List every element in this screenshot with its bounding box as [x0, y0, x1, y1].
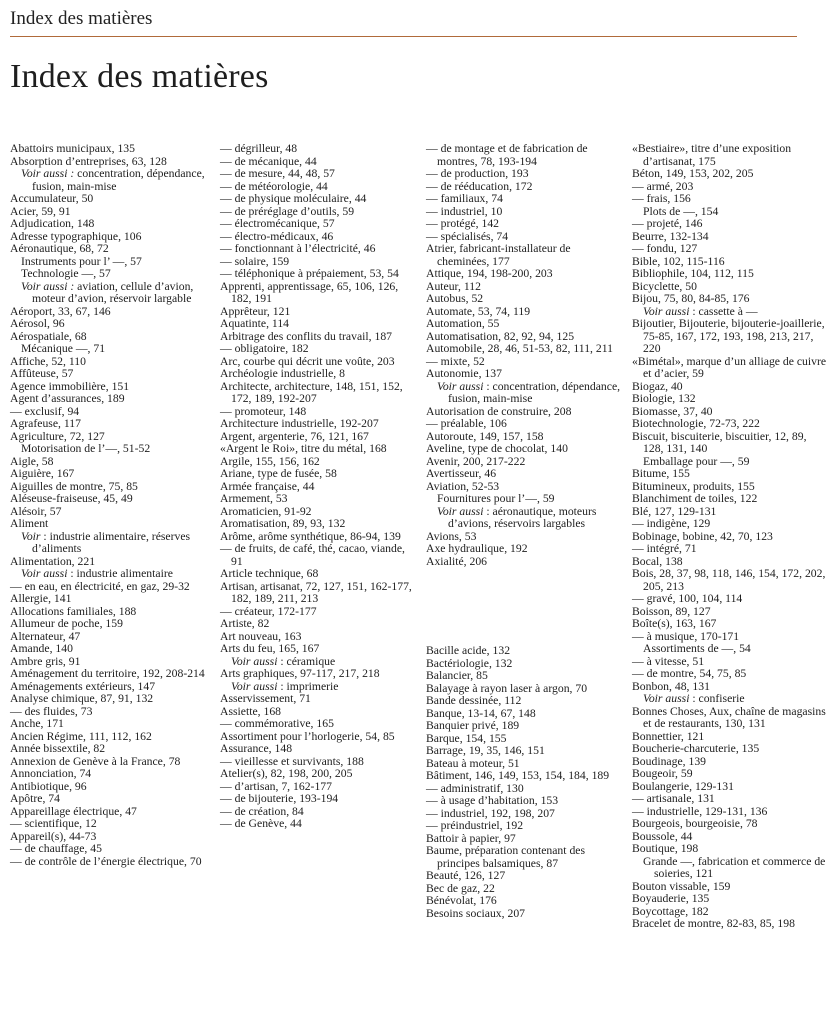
index-entry-text: Technologie —, 57	[21, 267, 111, 280]
index-entry-text: Bateau à moteur, 51	[426, 756, 520, 770]
index-entry-text: Banque, 13-14, 67, 148	[426, 706, 536, 720]
index-entry	[632, 706, 828, 731]
index-entry-text: Mécanique —, 71	[21, 342, 106, 355]
index-entry-text: — de bijouterie, 193-194	[220, 792, 339, 805]
index-entry-text: — de contrôle de l’énergie électrique, 70	[10, 854, 202, 868]
index-entry-text: Boudinage, 139	[632, 754, 707, 768]
index-entry-text: — commémorative, 165	[220, 717, 334, 730]
index-entry-text: Artisan, artisanat, 72, 127, 151, 162-177, 182, 189, 211, 213	[220, 579, 412, 605]
index-entry-text: Bocal, 138	[632, 554, 683, 568]
index-entry-text: Avions, 53	[426, 529, 477, 543]
see-also-label: Voir aussi	[437, 504, 484, 518]
see-also-label: Voir aussi	[643, 692, 690, 705]
index-entry-text: Alternateur, 47	[10, 629, 81, 643]
index-entry-text: Boulangerie, 129-131	[632, 779, 734, 793]
index-entry-text: Article technique, 68	[220, 567, 319, 580]
index-entry-text: Aléseuse-fraiseuse, 45, 49	[10, 492, 133, 505]
index-entry-text: — de préréglage d’outils, 59	[220, 204, 355, 218]
index-entry-text: Asservissement, 71	[220, 692, 311, 705]
index-entry-text: Bijou, 75, 80, 84-85, 176	[632, 292, 750, 305]
index-entry-text: — créateur, 172-177	[220, 604, 317, 618]
index-entry-text: Atrier, fabricant-installateur de cheminées, 177	[426, 242, 571, 268]
see-also-label: Voir aussi	[437, 379, 484, 393]
index-entry-text: Aiguière, 167	[10, 467, 75, 480]
index-entry-text: Autobus, 52	[426, 292, 484, 305]
index-entry-text: Boussole, 44	[632, 829, 693, 843]
index-entry-text: Aérosol, 96	[10, 317, 65, 330]
index-entry	[426, 243, 622, 268]
index-entry-text: Aigle, 58	[10, 454, 54, 468]
index-entry-text: Bande dessinée, 112	[426, 694, 522, 707]
index-entry-text: Boisson, 89, 127	[632, 604, 711, 618]
index-entry-text: Bénévolat, 176	[426, 894, 497, 907]
index-entry-text: Bouton vissable, 159	[632, 879, 731, 893]
index-entry-text: : confiserie	[689, 692, 745, 705]
index-entry	[632, 356, 828, 381]
index-column-2	[220, 143, 416, 831]
index-entry-text: Arôme, arôme synthétique, 86-94, 139	[220, 529, 401, 543]
index-entry-text: : cassette à —	[689, 304, 758, 318]
index-entry-text: Absorption d’entreprises, 63, 128	[10, 154, 167, 168]
index-entry-text: Grande —, fabrication et commerce de soieries, 121	[643, 854, 826, 880]
index-entry-text: Bec de gaz, 22	[426, 881, 495, 895]
index-entry	[426, 381, 622, 406]
index-entry-text: — à vitesse, 51	[632, 654, 705, 668]
index-entry-text: Axialité, 206	[426, 554, 488, 568]
index-entry-text: Boutique, 198	[632, 842, 699, 855]
index-entry	[632, 568, 828, 593]
index-entry-text: Architecture industrielle, 192-207	[220, 417, 379, 430]
index-entry-text: Arc, courbe qui décrit une voûte, 203	[220, 354, 395, 368]
index-entry-text: Abattoirs municipaux, 135	[10, 142, 135, 155]
see-also-label: Voir aussi	[231, 679, 278, 693]
index-entry-text: Appareil(s), 44-73	[10, 829, 97, 843]
index-entry-text: Anche, 171	[10, 717, 64, 730]
index-entry-text: Barrage, 19, 35, 146, 151	[426, 744, 545, 757]
index-entry	[10, 531, 206, 556]
index-entry-text: Autonomie, 137	[426, 367, 502, 380]
index-entry-text: Beauté, 126, 127	[426, 869, 506, 882]
index-entry	[632, 431, 828, 456]
index-entry-text: Archéologie industrielle, 8	[220, 367, 345, 380]
index-entry-text: Bourgeois, bourgeoisie, 78	[632, 817, 758, 830]
index-entry-text: Ariane, type de fusée, 58	[220, 467, 337, 480]
index-entry-text: Bonnettier, 121	[632, 729, 705, 743]
index-entry-text: Aromaticien, 91-92	[220, 504, 312, 518]
index-entry-text: Aiguilles de montre, 75, 85	[10, 479, 138, 493]
running-head: Index des matières	[10, 8, 153, 29]
index-entry-text: — à usage d’habitation, 153	[426, 794, 559, 807]
index-entry-text: — de mesure, 44, 48, 57	[220, 167, 335, 180]
index-entry-text: — industriel, 10	[426, 204, 503, 218]
index-entry	[10, 168, 206, 193]
index-entry-text: Ancien Régime, 111, 112, 162	[10, 729, 152, 743]
index-column-1	[10, 143, 206, 868]
index-entry-text: Boucherie-charcuterie, 135	[632, 742, 760, 755]
index-entry-text: : industrie alimentaire, réserves d’aliments	[32, 529, 191, 555]
index-entry-text: — promoteur, 148	[220, 404, 307, 418]
index-entry-text: — familiaux, 74	[426, 192, 503, 205]
index-entry-text: Appareillage électrique, 47	[10, 804, 137, 818]
index-entry-text: Amande, 140	[10, 642, 73, 655]
index-entry-text: Autorisation de construire, 208	[426, 404, 572, 418]
index-entry-text: Avenir, 200, 217-222	[426, 454, 526, 468]
index-entry-text: Automobile, 28, 46, 51-53, 82, 111, 211	[426, 342, 613, 355]
index-entry-text: Antibiotique, 96	[10, 779, 87, 793]
index-entry	[426, 143, 622, 168]
index-entry-text: Architecte, architecture, 148, 151, 152, 172, 189, 192-207	[220, 379, 403, 405]
see-also-label: Voir aussi	[643, 304, 690, 318]
index-entry-text: — scientifique, 12	[10, 817, 97, 830]
index-entry-text: Besoins sociaux, 207	[426, 906, 526, 920]
index-entry-text: Annexion de Genève à la France, 78	[10, 754, 181, 768]
index-entry	[426, 506, 622, 531]
index-entry-text: Analyse chimique, 87, 91, 132	[10, 692, 154, 705]
index-entry-text: : imprimerie	[277, 679, 339, 693]
index-entry-text: Blanchiment de toiles, 122	[632, 492, 758, 505]
index-entry-text: Aveline, type de chocolat, 140	[426, 442, 568, 455]
index-entry-text: Allocations familiales, 188	[10, 604, 137, 618]
index-entry-text: — de production, 193	[426, 167, 529, 180]
index-entry-text: — protégé, 142	[426, 217, 500, 230]
index-entry-text: Adjudication, 148	[10, 217, 95, 230]
index-entry-text: — artisanale, 131	[632, 792, 715, 805]
index-entry-text: Biscuit, biscuiterie, biscuitier, 12, 89, 128, 131, 140	[632, 429, 807, 455]
index-entry-text: Acier, 59, 91	[10, 204, 71, 218]
index-entry-text: Biogaz, 40	[632, 379, 683, 393]
index-entry-text: Apôtre, 74	[10, 792, 60, 805]
index-entry-text: — projeté, 146	[632, 217, 703, 230]
index-entry-text: Aéroport, 33, 67, 146	[10, 304, 111, 318]
index-entry-text: — de Genève, 44	[220, 817, 302, 830]
index-entry-text: : industrie alimentaire	[67, 567, 173, 580]
index-entry	[632, 918, 828, 931]
index-entry-text: Bactériologie, 132	[426, 656, 513, 670]
see-also-label: Voir aussi	[21, 567, 68, 580]
index-entry-text: — exclusif, 94	[10, 404, 80, 418]
index-entry-text: — spécialisés, 74	[426, 229, 509, 243]
index-entry-text: Automatisation, 82, 92, 94, 125	[426, 329, 575, 343]
index-entry-text: Aromatisation, 89, 93, 132	[220, 517, 346, 530]
index-entry-text: Bonbon, 48, 131	[632, 679, 710, 693]
index-entry-text: — de physique moléculaire, 44	[220, 192, 367, 205]
index-entry-text: — industrielle, 129-131, 136	[632, 804, 768, 818]
index-entry-text: Automation, 55	[426, 317, 500, 330]
index-entry-text: Annonciation, 74	[10, 767, 92, 780]
index-entry-text: Aménagements extérieurs, 147	[10, 679, 156, 693]
index-entry-text: Bicyclette, 50	[632, 279, 697, 293]
index-entry-text: Biomasse, 37, 40	[632, 404, 713, 418]
index-entry-text: Bitume, 155	[632, 467, 690, 480]
index-entry-text: Armement, 53	[220, 492, 288, 505]
index-entry-text: Aquatinte, 114	[220, 317, 290, 330]
index-entry-text: «Bimétal», marque d’un alliage de cuivre et d’acier, 59	[632, 354, 827, 380]
index-entry-text: — de création, 84	[220, 804, 304, 818]
index-entry	[220, 281, 416, 306]
index-entry-text: Agence immobilière, 151	[10, 379, 130, 393]
index-entry-text: — solaire, 159	[220, 254, 290, 268]
index-entry-text: — électromécanique, 57	[220, 217, 335, 230]
index-entry-text: — d’artisan, 7, 162-177	[220, 779, 332, 793]
index-entry-text: Accumulateur, 50	[10, 192, 94, 205]
index-entry-text: Ambre gris, 91	[10, 654, 81, 668]
index-entry-text: Bobinage, bobine, 42, 70, 123	[632, 529, 773, 543]
index-entry-text: : céramique	[277, 654, 336, 668]
see-also-label: Voir	[21, 529, 41, 543]
index-entry-text: Bonnes Choses, Aux, chaîne de magasins et de restaurants, 130, 131	[632, 704, 826, 730]
index-entry-text: «Argent le Roi», titre du métal, 168	[220, 442, 387, 455]
index-entry-text: Bibliophile, 104, 112, 115	[632, 267, 754, 280]
index-entry-text: : concentration, dépendance, fusion, main-mise	[448, 379, 621, 405]
see-also-label: Voir aussi	[231, 654, 278, 668]
index-entry-text: — intégré, 71	[632, 542, 697, 555]
index-entry-text: Automate, 53, 74, 119	[426, 304, 531, 318]
index-entry-text: Bracelet de montre, 82-83, 85, 198	[632, 917, 795, 930]
index-entry-text: — administratif, 130	[426, 781, 524, 795]
index-entry-text: Aéronautique, 68, 72	[10, 242, 109, 255]
index-entry-text: Assortiments de —, 54	[643, 642, 751, 655]
index-entry	[632, 856, 828, 881]
index-entry-text: Artiste, 82	[220, 617, 270, 630]
index-entry	[426, 556, 622, 569]
index-entry-text: — téléphonique à prépaiement, 53, 54	[220, 267, 399, 280]
index-entry-text: Balayage à rayon laser à argon, 70	[426, 681, 588, 695]
index-entry	[220, 818, 416, 831]
index-entry-text: — fonctionnant à l’électricité, 46	[220, 242, 376, 255]
index-entry-text: Argile, 155, 156, 162	[220, 454, 320, 468]
index-entry-text: — électro-médicaux, 46	[220, 229, 334, 243]
index-entry-text: Atelier(s), 82, 198, 200, 205	[220, 767, 353, 780]
index-entry-text: Avertisseur, 46	[426, 467, 497, 480]
index-entry-text: — vieillesse et survivants, 188	[220, 754, 364, 768]
index-entry-text: Alimentation, 221	[10, 554, 96, 568]
index-entry	[220, 543, 416, 568]
index-entry-text: Bâtiment, 146, 149, 153, 154, 184, 189	[426, 769, 610, 782]
index-entry-text: Bougeoir, 59	[632, 767, 693, 780]
index-entry-text: — gravé, 100, 104, 114	[632, 592, 743, 605]
index-entry-text: Motorisation de l’—, 51-52	[21, 442, 151, 455]
index-entry	[632, 318, 828, 356]
index-entry-text: Emballage pour —, 59	[643, 454, 750, 468]
index-entry-text: Assiette, 168	[220, 704, 282, 718]
index-entry-text: Plots de —, 154	[643, 204, 719, 218]
page-title: Index des matières	[10, 58, 269, 95]
index-entry-text: Assortiment pour l’horlogerie, 54, 85	[220, 729, 395, 743]
index-entry	[632, 143, 828, 168]
index-entry-text: Bijoutier, Bijouterie, bijouterie-joaillerie, 75-85, 167, 172, 193, 198, 213, 217, 220	[632, 317, 825, 355]
see-also-label: Voir aussi :	[21, 279, 75, 293]
index-entry-text: Balancier, 85	[426, 669, 488, 682]
index-entry-text: — de météorologie, 44	[220, 179, 328, 193]
index-entry-text: — armé, 203	[632, 179, 694, 193]
index-entry-text: Allergie, 141	[10, 592, 72, 605]
index-entry-text: Bible, 102, 115-116	[632, 254, 725, 268]
index-entry-text: — de montage et de fabrication de montres, 78, 193-194	[426, 142, 588, 168]
index-entry-text: — de montre, 54, 75, 85	[632, 667, 747, 680]
index-entry-text: Baume, préparation contenant des principes balsamiques, 87	[426, 844, 586, 870]
index-entry-text: — industriel, 192, 198, 207	[426, 806, 555, 820]
index-entry-text: Argent, argenterie, 76, 121, 167	[220, 429, 369, 443]
index-entry-text: Arbitrage des conflits du travail, 187	[220, 329, 393, 343]
index-entry-text: Bitumineux, produits, 155	[632, 479, 755, 493]
index-entry	[220, 381, 416, 406]
index-entry-text: — de chauffage, 45	[10, 842, 102, 855]
index-column-4	[632, 143, 828, 931]
index-entry-text: — de rééducation, 172	[426, 179, 533, 193]
index-entry-text: Barque, 154, 155	[426, 731, 507, 745]
index-entry-text: Auteur, 112	[426, 279, 481, 293]
index-entry-text: Beurre, 132-134	[632, 229, 709, 243]
index-entry	[10, 281, 206, 306]
index-entry-text: — de mécanique, 44	[220, 154, 317, 168]
index-entry-text: «Bestiaire», titre d’une exposition d’artisanat, 175	[632, 142, 792, 168]
index-entry-text: Boîte(s), 163, 167	[632, 617, 717, 630]
index-entry-text: Affiche, 52, 110	[10, 354, 86, 368]
index-entry-text: — des fluides, 73	[10, 704, 93, 718]
index-entry-text: Arts graphiques, 97-117, 217, 218	[220, 667, 380, 680]
index-entry-text: Agrafeuse, 117	[10, 417, 81, 430]
index-entry-text: Allumeur de poche, 159	[10, 617, 123, 630]
index-entry-text: : aéronautique, moteurs d’avions, réservoirs largables	[448, 504, 597, 530]
index-entry-text: Aviation, 52-53	[426, 479, 500, 493]
index-entry-text: Aménagement du territoire, 192, 208-214	[10, 667, 205, 680]
index-entry-text: Apprenti, apprentissage, 65, 106, 126, 182, 191	[220, 279, 399, 305]
see-also-label: Voir aussi :	[21, 167, 75, 180]
index-entry-text: Boyauderie, 135	[632, 892, 710, 905]
index-entry	[426, 908, 622, 921]
index-entry-text: aviation, cellule d’avion, moteur d’avion, réservoir largable	[32, 279, 194, 305]
index-entry	[220, 581, 416, 606]
index-entry-text: Armée française, 44	[220, 479, 315, 493]
index-entry-text: — préalable, 106	[426, 417, 507, 430]
index-entry-text: Biotechnologie, 72-73, 222	[632, 417, 760, 430]
index-entry-text: — frais, 156	[632, 192, 691, 205]
index-entry-text: — mixte, 52	[426, 354, 485, 368]
index-entry-text: Aérospatiale, 68	[10, 329, 87, 343]
index-entry-text: Bois, 28, 37, 98, 118, 146, 154, 172, 202, 205, 213	[632, 567, 826, 593]
index-entry-text: Blé, 127, 129-131	[632, 504, 717, 518]
index-entry-text: Art nouveau, 163	[220, 629, 302, 643]
index-entry-text: — dégrilleur, 48	[220, 142, 298, 155]
index-entry-text: — indigène, 129	[632, 517, 711, 530]
index-entry-text: Fournitures pour l’—, 59	[437, 492, 555, 505]
index-entry-text: Banquier privé, 189	[426, 719, 520, 732]
index-entry-text: Apprêteur, 121	[220, 304, 291, 318]
index-entry-text: — à musique, 170-171	[632, 629, 740, 643]
index-entry-text: Aliment	[10, 517, 49, 530]
index-entry-text: concentration, dépendance, fusion, main-mise	[32, 167, 205, 193]
index-entry-text: Attique, 194, 198-200, 203	[426, 267, 553, 280]
header-rule	[10, 36, 797, 37]
index-entry-text: Battoir à papier, 97	[426, 831, 516, 845]
index-entry-text: Béton, 149, 153, 202, 205	[632, 167, 754, 180]
index-entry-text: Bacille acide, 132	[426, 644, 511, 657]
index-entry-text: Biologie, 132	[632, 392, 696, 405]
index-entry-text: Année bissextile, 82	[10, 742, 106, 755]
index-entry-text: Assurance, 148	[220, 742, 293, 755]
section-gap	[426, 568, 622, 645]
index-entry-text: Boycottage, 182	[632, 904, 709, 918]
index-entry-text: — en eau, en électricité, en gaz, 29-32	[10, 579, 190, 593]
index-entry-text: Arts du feu, 165, 167	[220, 642, 320, 655]
index-entry-text: Agent d’assurances, 189	[10, 392, 125, 405]
index-entry	[426, 845, 622, 870]
index-entry-text: — de fruits, de café, thé, cacao, viande, 91	[220, 542, 405, 568]
index-entry-text: — obligatoire, 182	[220, 342, 309, 355]
index-entry-text: — fondu, 127	[632, 242, 698, 255]
index-entry	[10, 856, 206, 869]
index-entry-text: Affûteuse, 57	[10, 367, 74, 380]
index-entry-text: Agriculture, 72, 127	[10, 429, 105, 443]
index-entry-text: Adresse typographique, 106	[10, 229, 142, 243]
index-entry-text: Axe hydraulique, 192	[426, 542, 528, 555]
index-entry-text: Alésoir, 57	[10, 504, 62, 518]
index-entry-text: Instruments pour l’ —, 57	[21, 254, 142, 268]
index-entry-text: Autoroute, 149, 157, 158	[426, 429, 544, 443]
index-column-3	[426, 143, 622, 920]
index-entry-text: — préindustriel, 192	[426, 819, 524, 832]
